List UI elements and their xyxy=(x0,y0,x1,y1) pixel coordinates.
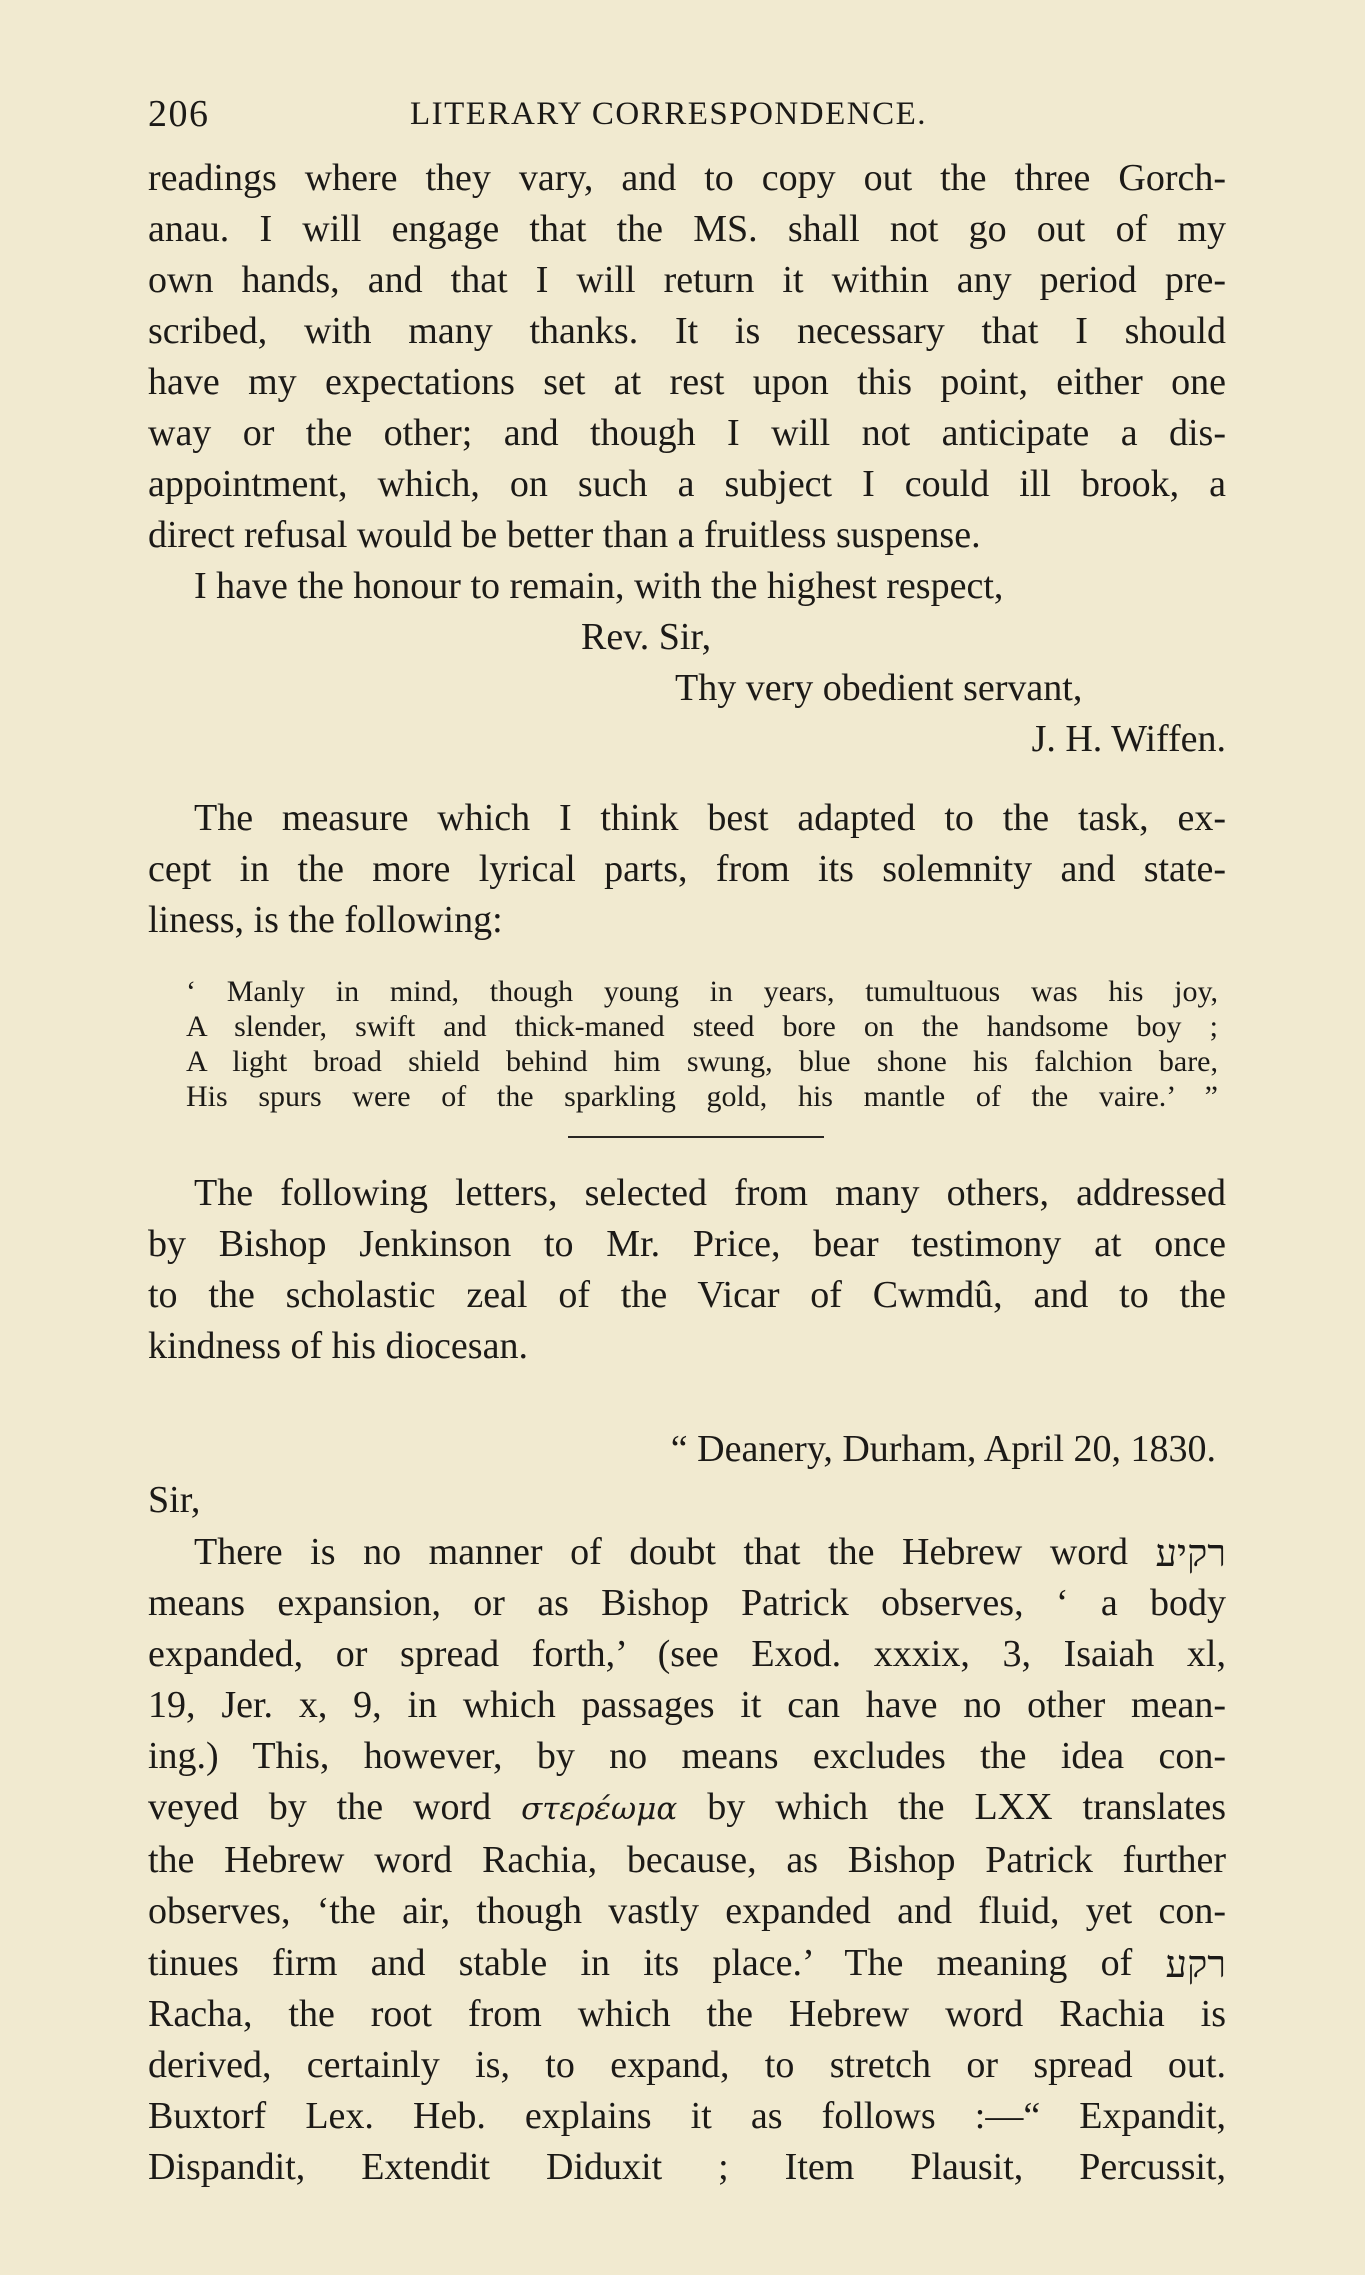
text-line: derived, certainly is, to expand, to stretch or spread out. xyxy=(148,2044,1226,2086)
text-line: Dispandit, Extendit Diduxit ; Item Plausit, Percussit, xyxy=(148,2146,1226,2188)
hebrew-root: רקע xyxy=(1165,1942,1227,1986)
text-line: have my expectations set at rest upon this point, either one xyxy=(148,361,1226,403)
greek-word: στερέωμα xyxy=(521,1791,678,1827)
verse-line: His spurs were of the sparkling gold, his mantle of the vaire.’ ” xyxy=(186,1080,1218,1113)
text-line: to the scholastic zeal of the Vicar of Cwmdû, and to the xyxy=(148,1274,1226,1316)
text-fragment: tinues firm and stable in its place.’ The meaning of xyxy=(148,1942,1133,1984)
text-line: by Bishop Jenkinson to Mr. Price, bear testimony at once xyxy=(148,1223,1226,1265)
verse-line: A light broad shield behind him swung, blue shone his falchion bare, xyxy=(186,1045,1218,1078)
text-line: Buxtorf Lex. Heb. explains it as follows :—“ Expandit, xyxy=(148,2095,1226,2137)
text-line: the Hebrew word Rachia, because, as Bishop Patrick further xyxy=(148,1839,1226,1881)
letter-salutation: Sir, xyxy=(148,1479,201,1521)
text-line xyxy=(148,1937,1226,1989)
text-line: anau. I will engage that the MS. shall not go out of my xyxy=(148,208,1226,250)
bishop-letter xyxy=(148,1424,1226,2193)
text-fragment: by which the LXX translates xyxy=(707,1786,1227,1828)
text-line: own hands, and that I will return it within any period pre- xyxy=(148,259,1226,301)
hebrew-word: רקיע xyxy=(1155,1531,1227,1575)
section-divider xyxy=(568,1136,824,1138)
text-line: way or the other; and though I will not anticipate a dis- xyxy=(148,412,1226,454)
text-line: means expansion, or as Bishop Patrick observes, ‘ a body xyxy=(148,1582,1226,1624)
letters-intro-paragraph xyxy=(148,1168,1226,1372)
text-line: observes, ‘the air, though vastly expanded and fluid, yet con- xyxy=(148,1890,1226,1932)
page-number: 206 xyxy=(148,93,210,135)
book-page xyxy=(148,92,1226,2193)
text-line xyxy=(148,1526,1226,1578)
verse-quotation xyxy=(186,974,1218,1114)
closing-salutation: Rev. Sir, xyxy=(581,616,712,658)
text-line: 19, Jer. x, 9, in which passages it can have no other mean- xyxy=(148,1684,1226,1726)
text-line: ing.) This, however, by no means excludes the idea con- xyxy=(148,1735,1226,1777)
running-head xyxy=(148,92,1226,140)
verse-line: ‘ Manly in mind, though young in years, tumultuous was his joy, xyxy=(186,975,1218,1008)
text-line: Racha, the root from which the Hebrew word Rachia is xyxy=(148,1993,1226,2035)
text-line: kindness of his diocesan. xyxy=(148,1325,528,1367)
text-line: readings where they vary, and to copy out the three Gorch- xyxy=(148,157,1226,199)
text-line: liness, is the following: xyxy=(148,899,503,941)
text-line: direct refusal would be better than a fruitless suspense. xyxy=(148,514,981,556)
signature: J. H. Wiffen. xyxy=(1031,718,1226,760)
text-line: The measure which I think best adapted to the task, ex- xyxy=(194,797,1226,839)
closing-servant: Thy very obedient servant, xyxy=(675,667,1083,709)
closing-line: I have the honour to remain, with the highest respect, xyxy=(194,565,1004,607)
verse-line: A slender, swift and thick-maned steed bore on the handsome boy ; xyxy=(186,1010,1218,1043)
opening-paragraph xyxy=(148,153,1226,561)
text-fragment: There is no manner of doubt that the Hebrew word xyxy=(194,1531,1128,1573)
text-line: appointment, which, on such a subject I could ill brook, a xyxy=(148,463,1226,505)
text-line xyxy=(148,1782,1226,1835)
text-line: cept in the more lyrical parts, from its solemnity and state- xyxy=(148,848,1226,890)
text-fragment: veyed by the word xyxy=(148,1786,492,1828)
text-line: The following letters, selected from many others, addressed xyxy=(194,1172,1226,1214)
letter-dateline: “ Deanery, Durham, April 20, 1830. xyxy=(670,1428,1216,1470)
text-line: expanded, or spread forth,’ (see Exod. xxxix, 3, Isaiah xl, xyxy=(148,1633,1226,1675)
running-title: LITERARY CORRESPONDENCE. xyxy=(410,96,927,132)
text-line: scribed, with many thanks. It is necessary that I should xyxy=(148,310,1226,352)
measure-paragraph xyxy=(148,793,1226,946)
letter-closing xyxy=(148,561,1226,765)
